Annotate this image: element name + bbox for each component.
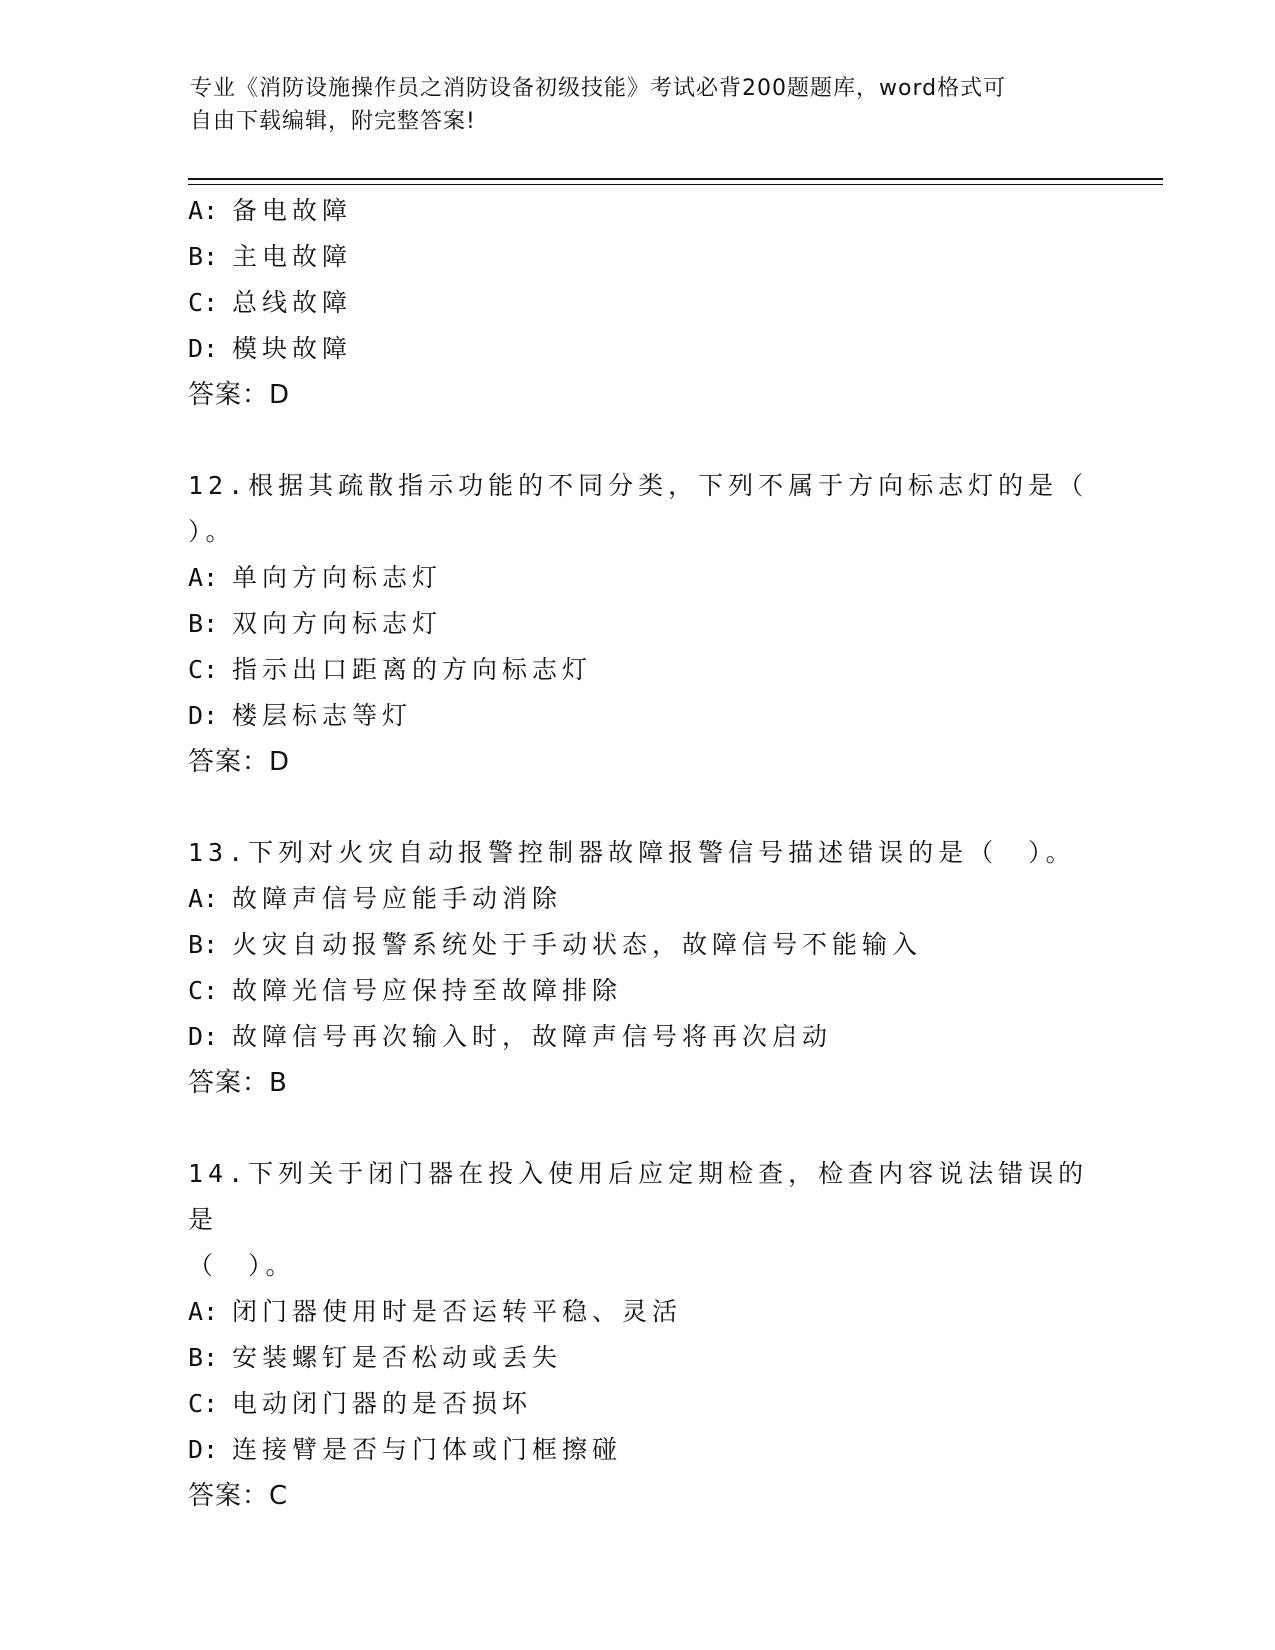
document-header bbox=[190, 72, 1090, 138]
option-b: B: 双向方向标志灯 bbox=[188, 609, 443, 638]
header-line-1: 专业《消防设施操作员之消防设备初级技能》考试必背200题题库，word格式可 bbox=[190, 76, 1007, 101]
answer-label: 答案：D bbox=[188, 380, 291, 410]
option-b: B: 安装螺钉是否松动或丢失 bbox=[188, 1343, 563, 1372]
option-b: B: 主电故障 bbox=[188, 242, 353, 271]
header-divider-thin bbox=[188, 184, 1163, 185]
question-14-block bbox=[188, 1151, 1108, 1519]
header-divider-thick bbox=[188, 178, 1163, 180]
option-d: D: 连接臂是否与门体或门框擦碰 bbox=[188, 1435, 623, 1464]
answer-label: 答案：D bbox=[188, 747, 291, 777]
question-text-line-2: （ ）。 bbox=[188, 1251, 296, 1280]
questions-content bbox=[188, 188, 1108, 1519]
question-11-block bbox=[188, 188, 1108, 418]
answer-label: 答案：B bbox=[188, 1068, 288, 1098]
option-c: C: 故障光信号应保持至故障排除 bbox=[188, 976, 623, 1005]
spacer bbox=[188, 785, 1108, 830]
option-a: A: 闭门器使用时是否运转平稳、灵活 bbox=[188, 1297, 683, 1326]
header-line-2: 自由下载编辑，附完整答案! bbox=[190, 109, 476, 134]
option-b: B: 火灾自动报警系统处于手动状态，故障信号不能输入 bbox=[188, 930, 923, 959]
option-d: D: 楼层标志等灯 bbox=[188, 701, 413, 730]
question-text-line-1: 12.根据其疏散指示功能的不同分类，下列不属于方向标志灯的是（ bbox=[188, 471, 1089, 500]
spacer bbox=[188, 1106, 1108, 1151]
option-c: C: 指示出口距离的方向标志灯 bbox=[188, 655, 593, 684]
spacer bbox=[188, 418, 1108, 463]
option-d: D: 模块故障 bbox=[188, 334, 353, 363]
option-c: C: 总线故障 bbox=[188, 288, 353, 317]
question-text-line-2: ）。 bbox=[188, 517, 236, 546]
option-c: C: 电动闭门器的是否损坏 bbox=[188, 1389, 533, 1418]
question-text-line-1: 13.下列对火灾自动报警控制器故障报警信号描述错误的是（ ）。 bbox=[188, 838, 1076, 867]
answer-label: 答案：C bbox=[188, 1481, 289, 1511]
question-text-line-1: 14.下列关于闭门器在投入使用后应定期检查，检查内容说法错误的是 bbox=[188, 1159, 1089, 1234]
option-a: A: 备电故障 bbox=[188, 196, 353, 225]
option-a: A: 单向方向标志灯 bbox=[188, 563, 443, 592]
option-a: A: 故障声信号应能手动消除 bbox=[188, 884, 563, 913]
question-13-block bbox=[188, 830, 1108, 1106]
question-12-block bbox=[188, 463, 1108, 785]
option-d: D: 故障信号再次输入时，故障声信号将再次启动 bbox=[188, 1022, 833, 1051]
